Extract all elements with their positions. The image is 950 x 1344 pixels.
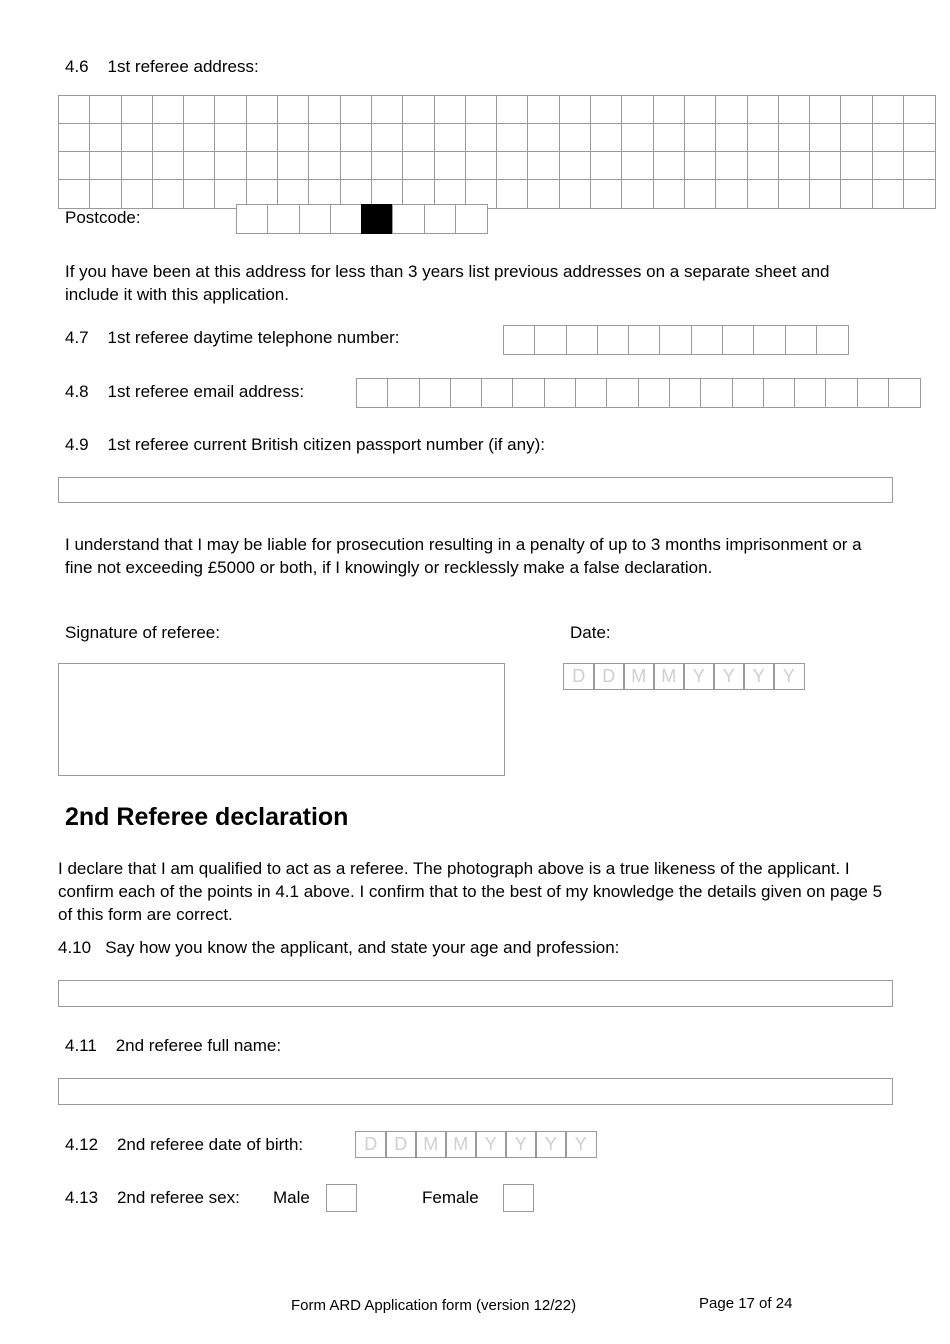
address-grid[interactable] — [58, 95, 934, 207]
address-char-cell[interactable] — [809, 151, 842, 181]
dob-char-cell[interactable]: Y — [475, 1131, 507, 1158]
address-char-cell[interactable] — [621, 123, 654, 153]
address-char-cell[interactable] — [496, 123, 529, 153]
address-char-cell[interactable] — [496, 179, 529, 209]
false-declaration-warning: I understand that I may be liable for prosecution resulting in a penalty of up to 3 months imprisonment or a fine not exceeding £5000 or both, if I knowingly or recklessly make a false declaration. — [65, 535, 862, 577]
address-char-cell[interactable] — [715, 151, 748, 181]
address-char-cell[interactable] — [653, 123, 686, 153]
second-referee-heading: 2nd Referee declaration — [65, 803, 349, 831]
address-char-cell[interactable] — [778, 95, 811, 125]
telephone-field[interactable] — [503, 325, 847, 353]
address-char-cell[interactable] — [684, 151, 717, 181]
signature-box[interactable] — [58, 663, 505, 776]
address-char-cell[interactable] — [621, 95, 654, 125]
dob-char-cell[interactable]: Y — [505, 1131, 537, 1158]
email-char-cell[interactable] — [606, 378, 639, 408]
address-char-cell[interactable] — [58, 151, 91, 181]
q413-label: 4.13 2nd referee sex: — [65, 1188, 240, 1207]
telephone-char-cell[interactable] — [691, 325, 724, 355]
address-char-cell[interactable] — [872, 123, 905, 153]
address-char-cell[interactable] — [527, 151, 560, 181]
full-name-field[interactable] — [58, 1078, 893, 1105]
date-field[interactable] — [563, 663, 803, 690]
relationship-field[interactable] — [58, 980, 893, 1007]
address-char-cell[interactable] — [559, 151, 592, 181]
q412-label: 4.12 2nd referee date of birth: — [65, 1135, 304, 1154]
male-checkbox[interactable] — [326, 1184, 357, 1212]
address-char-cell[interactable] — [340, 151, 373, 181]
address-char-cell[interactable] — [152, 95, 185, 125]
address-char-cell[interactable] — [89, 179, 122, 209]
dob-char-cell[interactable]: D — [355, 1131, 387, 1158]
address-char-cell[interactable] — [840, 179, 873, 209]
email-char-cell[interactable] — [387, 378, 420, 408]
second-referee-intro: I declare that I am qualified to act as a referee. The photograph above is a true likeness of the applicant. I confirm each of the points in 4.1 above. I confirm that to the best of my knowledge the details given on page 5 of this form are correct. — [58, 859, 883, 924]
address-char-cell[interactable] — [214, 123, 247, 153]
address-char-cell[interactable] — [308, 151, 341, 181]
q46-label: 4.6 1st referee address: — [65, 57, 259, 76]
email-char-cell[interactable] — [857, 378, 890, 408]
postcode-char-cell[interactable] — [455, 204, 488, 234]
email-char-cell[interactable] — [763, 378, 796, 408]
q411-label: 4.11 2nd referee full name: — [65, 1036, 282, 1055]
postcode-char-cell[interactable] — [392, 204, 425, 234]
email-char-cell[interactable] — [669, 378, 702, 408]
dob-char-cell[interactable]: Y — [565, 1131, 597, 1158]
dob-char-cell[interactable]: D — [385, 1131, 417, 1158]
email-char-cell[interactable] — [732, 378, 765, 408]
address-char-cell[interactable] — [590, 95, 623, 125]
address-char-cell[interactable] — [121, 123, 154, 153]
footer-form-name: Form ARD Application form (version 12/22) — [291, 1297, 577, 1314]
address-char-cell[interactable] — [903, 95, 936, 125]
telephone-char-cell[interactable] — [566, 325, 599, 355]
date-char-cell[interactable]: Y — [773, 663, 805, 690]
address-char-cell[interactable] — [684, 123, 717, 153]
address-char-cell[interactable] — [277, 151, 310, 181]
telephone-char-cell[interactable] — [628, 325, 661, 355]
address-char-cell[interactable] — [653, 151, 686, 181]
address-char-cell[interactable] — [340, 95, 373, 125]
address-char-cell[interactable] — [559, 179, 592, 209]
address-char-cell[interactable] — [715, 179, 748, 209]
address-char-cell[interactable] — [903, 179, 936, 209]
section-heading — [65, 803, 348, 832]
email-char-cell[interactable] — [481, 378, 514, 408]
email-char-cell[interactable] — [575, 378, 608, 408]
footer-page-number: Page 17 of 24 — [699, 1295, 793, 1312]
address-char-cell[interactable] — [903, 123, 936, 153]
address-char-cell[interactable] — [747, 151, 780, 181]
address-char-cell[interactable] — [246, 123, 279, 153]
telephone-char-cell[interactable] — [503, 325, 536, 355]
date-char-cell[interactable]: M — [623, 663, 655, 690]
email-char-cell[interactable] — [450, 378, 483, 408]
date-char-cell[interactable]: Y — [743, 663, 775, 690]
email-char-cell[interactable] — [419, 378, 452, 408]
date-char-cell[interactable]: M — [653, 663, 685, 690]
address-char-cell[interactable] — [214, 151, 247, 181]
address-char-cell[interactable] — [277, 123, 310, 153]
date-char-cell[interactable]: D — [593, 663, 625, 690]
postcode-char-cell[interactable] — [267, 204, 300, 234]
telephone-char-cell[interactable] — [597, 325, 630, 355]
email-field[interactable] — [356, 378, 919, 406]
email-char-cell[interactable] — [512, 378, 545, 408]
address-char-cell[interactable] — [747, 123, 780, 153]
address-note: If you have been at this address for less than 3 years list previous addresses on a separate sheet and include it with this application. — [65, 262, 830, 304]
email-char-cell[interactable] — [700, 378, 733, 408]
address-char-cell[interactable] — [152, 151, 185, 181]
address-char-cell[interactable] — [527, 123, 560, 153]
address-char-cell[interactable] — [809, 179, 842, 209]
postcode-char-cell[interactable] — [330, 204, 363, 234]
telephone-char-cell[interactable] — [659, 325, 692, 355]
signature-label: Signature of referee: — [65, 623, 220, 642]
passport-number-field[interactable] — [58, 477, 893, 503]
address-char-cell[interactable] — [58, 179, 91, 209]
address-char-cell[interactable] — [152, 179, 185, 209]
address-char-cell[interactable] — [778, 151, 811, 181]
address-char-cell[interactable] — [903, 151, 936, 181]
postcode-label: Postcode: — [65, 208, 141, 227]
address-char-cell[interactable] — [58, 95, 91, 125]
q47-label: 4.7 1st referee daytime telephone number: — [65, 328, 400, 347]
postcode-char-cell[interactable] — [424, 204, 457, 234]
address-char-cell[interactable] — [684, 95, 717, 125]
address-char-cell[interactable] — [653, 95, 686, 125]
address-char-cell[interactable] — [872, 95, 905, 125]
postcode-char-cell[interactable] — [299, 204, 332, 234]
address-char-cell[interactable] — [183, 151, 216, 181]
address-char-cell[interactable] — [715, 123, 748, 153]
address-char-cell[interactable] — [371, 123, 404, 153]
address-char-cell[interactable] — [121, 95, 154, 125]
address-char-cell[interactable] — [89, 95, 122, 125]
address-char-cell[interactable] — [152, 123, 185, 153]
address-char-cell[interactable] — [465, 151, 498, 181]
address-char-cell[interactable] — [590, 151, 623, 181]
dob-char-cell[interactable]: Y — [535, 1131, 567, 1158]
address-char-cell[interactable] — [246, 95, 279, 125]
email-char-cell[interactable] — [544, 378, 577, 408]
address-char-cell[interactable] — [621, 179, 654, 209]
postcode-char-cell[interactable] — [361, 204, 394, 234]
address-char-cell[interactable] — [308, 95, 341, 125]
address-char-cell[interactable] — [840, 151, 873, 181]
telephone-char-cell[interactable] — [722, 325, 755, 355]
address-char-cell[interactable] — [872, 179, 905, 209]
email-char-cell[interactable] — [794, 378, 827, 408]
address-char-cell[interactable] — [89, 151, 122, 181]
address-char-cell[interactable] — [809, 123, 842, 153]
email-char-cell[interactable] — [888, 378, 921, 408]
q48-label: 4.8 1st referee email address: — [65, 382, 305, 401]
date-char-cell[interactable]: Y — [713, 663, 745, 690]
address-char-cell[interactable] — [434, 95, 467, 125]
address-char-cell[interactable] — [402, 123, 435, 153]
address-char-cell[interactable] — [872, 151, 905, 181]
address-char-cell[interactable] — [434, 123, 467, 153]
address-char-cell[interactable] — [308, 123, 341, 153]
address-char-cell[interactable] — [402, 151, 435, 181]
telephone-char-cell[interactable] — [785, 325, 818, 355]
address-char-cell[interactable] — [778, 179, 811, 209]
telephone-char-cell[interactable] — [753, 325, 786, 355]
dob-char-cell[interactable]: M — [445, 1131, 477, 1158]
address-char-cell[interactable] — [434, 151, 467, 181]
address-char-cell[interactable] — [684, 179, 717, 209]
date-label: Date: — [570, 623, 611, 642]
date-of-birth-field[interactable] — [355, 1131, 595, 1158]
address-char-cell[interactable] — [559, 95, 592, 125]
address-char-cell[interactable] — [715, 95, 748, 125]
email-char-cell[interactable] — [638, 378, 671, 408]
address-char-cell[interactable] — [840, 123, 873, 153]
address-char-cell[interactable] — [809, 95, 842, 125]
address-char-cell[interactable] — [527, 179, 560, 209]
address-char-cell[interactable] — [778, 123, 811, 153]
address-char-cell[interactable] — [214, 95, 247, 125]
date-char-cell[interactable]: Y — [683, 663, 715, 690]
address-char-cell[interactable] — [621, 151, 654, 181]
postcode-char-cell[interactable] — [236, 204, 269, 234]
address-char-cell[interactable] — [747, 95, 780, 125]
female-checkbox[interactable] — [503, 1184, 534, 1212]
female-label: Female — [422, 1188, 479, 1207]
address-char-cell[interactable] — [653, 179, 686, 209]
address-char-cell[interactable] — [121, 151, 154, 181]
address-char-cell[interactable] — [183, 179, 216, 209]
address-char-cell[interactable] — [465, 95, 498, 125]
address-char-cell[interactable] — [371, 95, 404, 125]
address-char-cell[interactable] — [246, 151, 279, 181]
address-char-cell[interactable] — [402, 95, 435, 125]
address-char-cell[interactable] — [183, 95, 216, 125]
q410-label: 4.10 Say how you know the applicant, and state your age and profession: — [58, 938, 620, 957]
address-char-cell[interactable] — [465, 123, 498, 153]
address-char-cell[interactable] — [183, 123, 216, 153]
address-char-cell[interactable] — [496, 151, 529, 181]
q49-label: 4.9 1st referee current British citizen passport number (if any): — [65, 435, 545, 454]
telephone-char-cell[interactable] — [816, 325, 849, 355]
address-char-cell[interactable] — [371, 151, 404, 181]
address-char-cell[interactable] — [58, 123, 91, 153]
address-char-cell[interactable] — [89, 123, 122, 153]
email-char-cell[interactable] — [825, 378, 858, 408]
dob-char-cell[interactable]: M — [415, 1131, 447, 1158]
postcode-field[interactable] — [236, 204, 486, 232]
date-char-cell[interactable]: D — [563, 663, 595, 690]
address-char-cell[interactable] — [121, 179, 154, 209]
address-char-cell[interactable] — [527, 95, 560, 125]
address-char-cell[interactable] — [840, 95, 873, 125]
address-char-cell[interactable] — [590, 123, 623, 153]
address-char-cell[interactable] — [559, 123, 592, 153]
address-char-cell[interactable] — [590, 179, 623, 209]
male-label: Male — [273, 1188, 310, 1207]
telephone-char-cell[interactable] — [534, 325, 567, 355]
address-char-cell[interactable] — [747, 179, 780, 209]
address-char-cell[interactable] — [277, 95, 310, 125]
email-char-cell[interactable] — [356, 378, 389, 408]
address-char-cell[interactable] — [496, 95, 529, 125]
address-char-cell[interactable] — [340, 123, 373, 153]
